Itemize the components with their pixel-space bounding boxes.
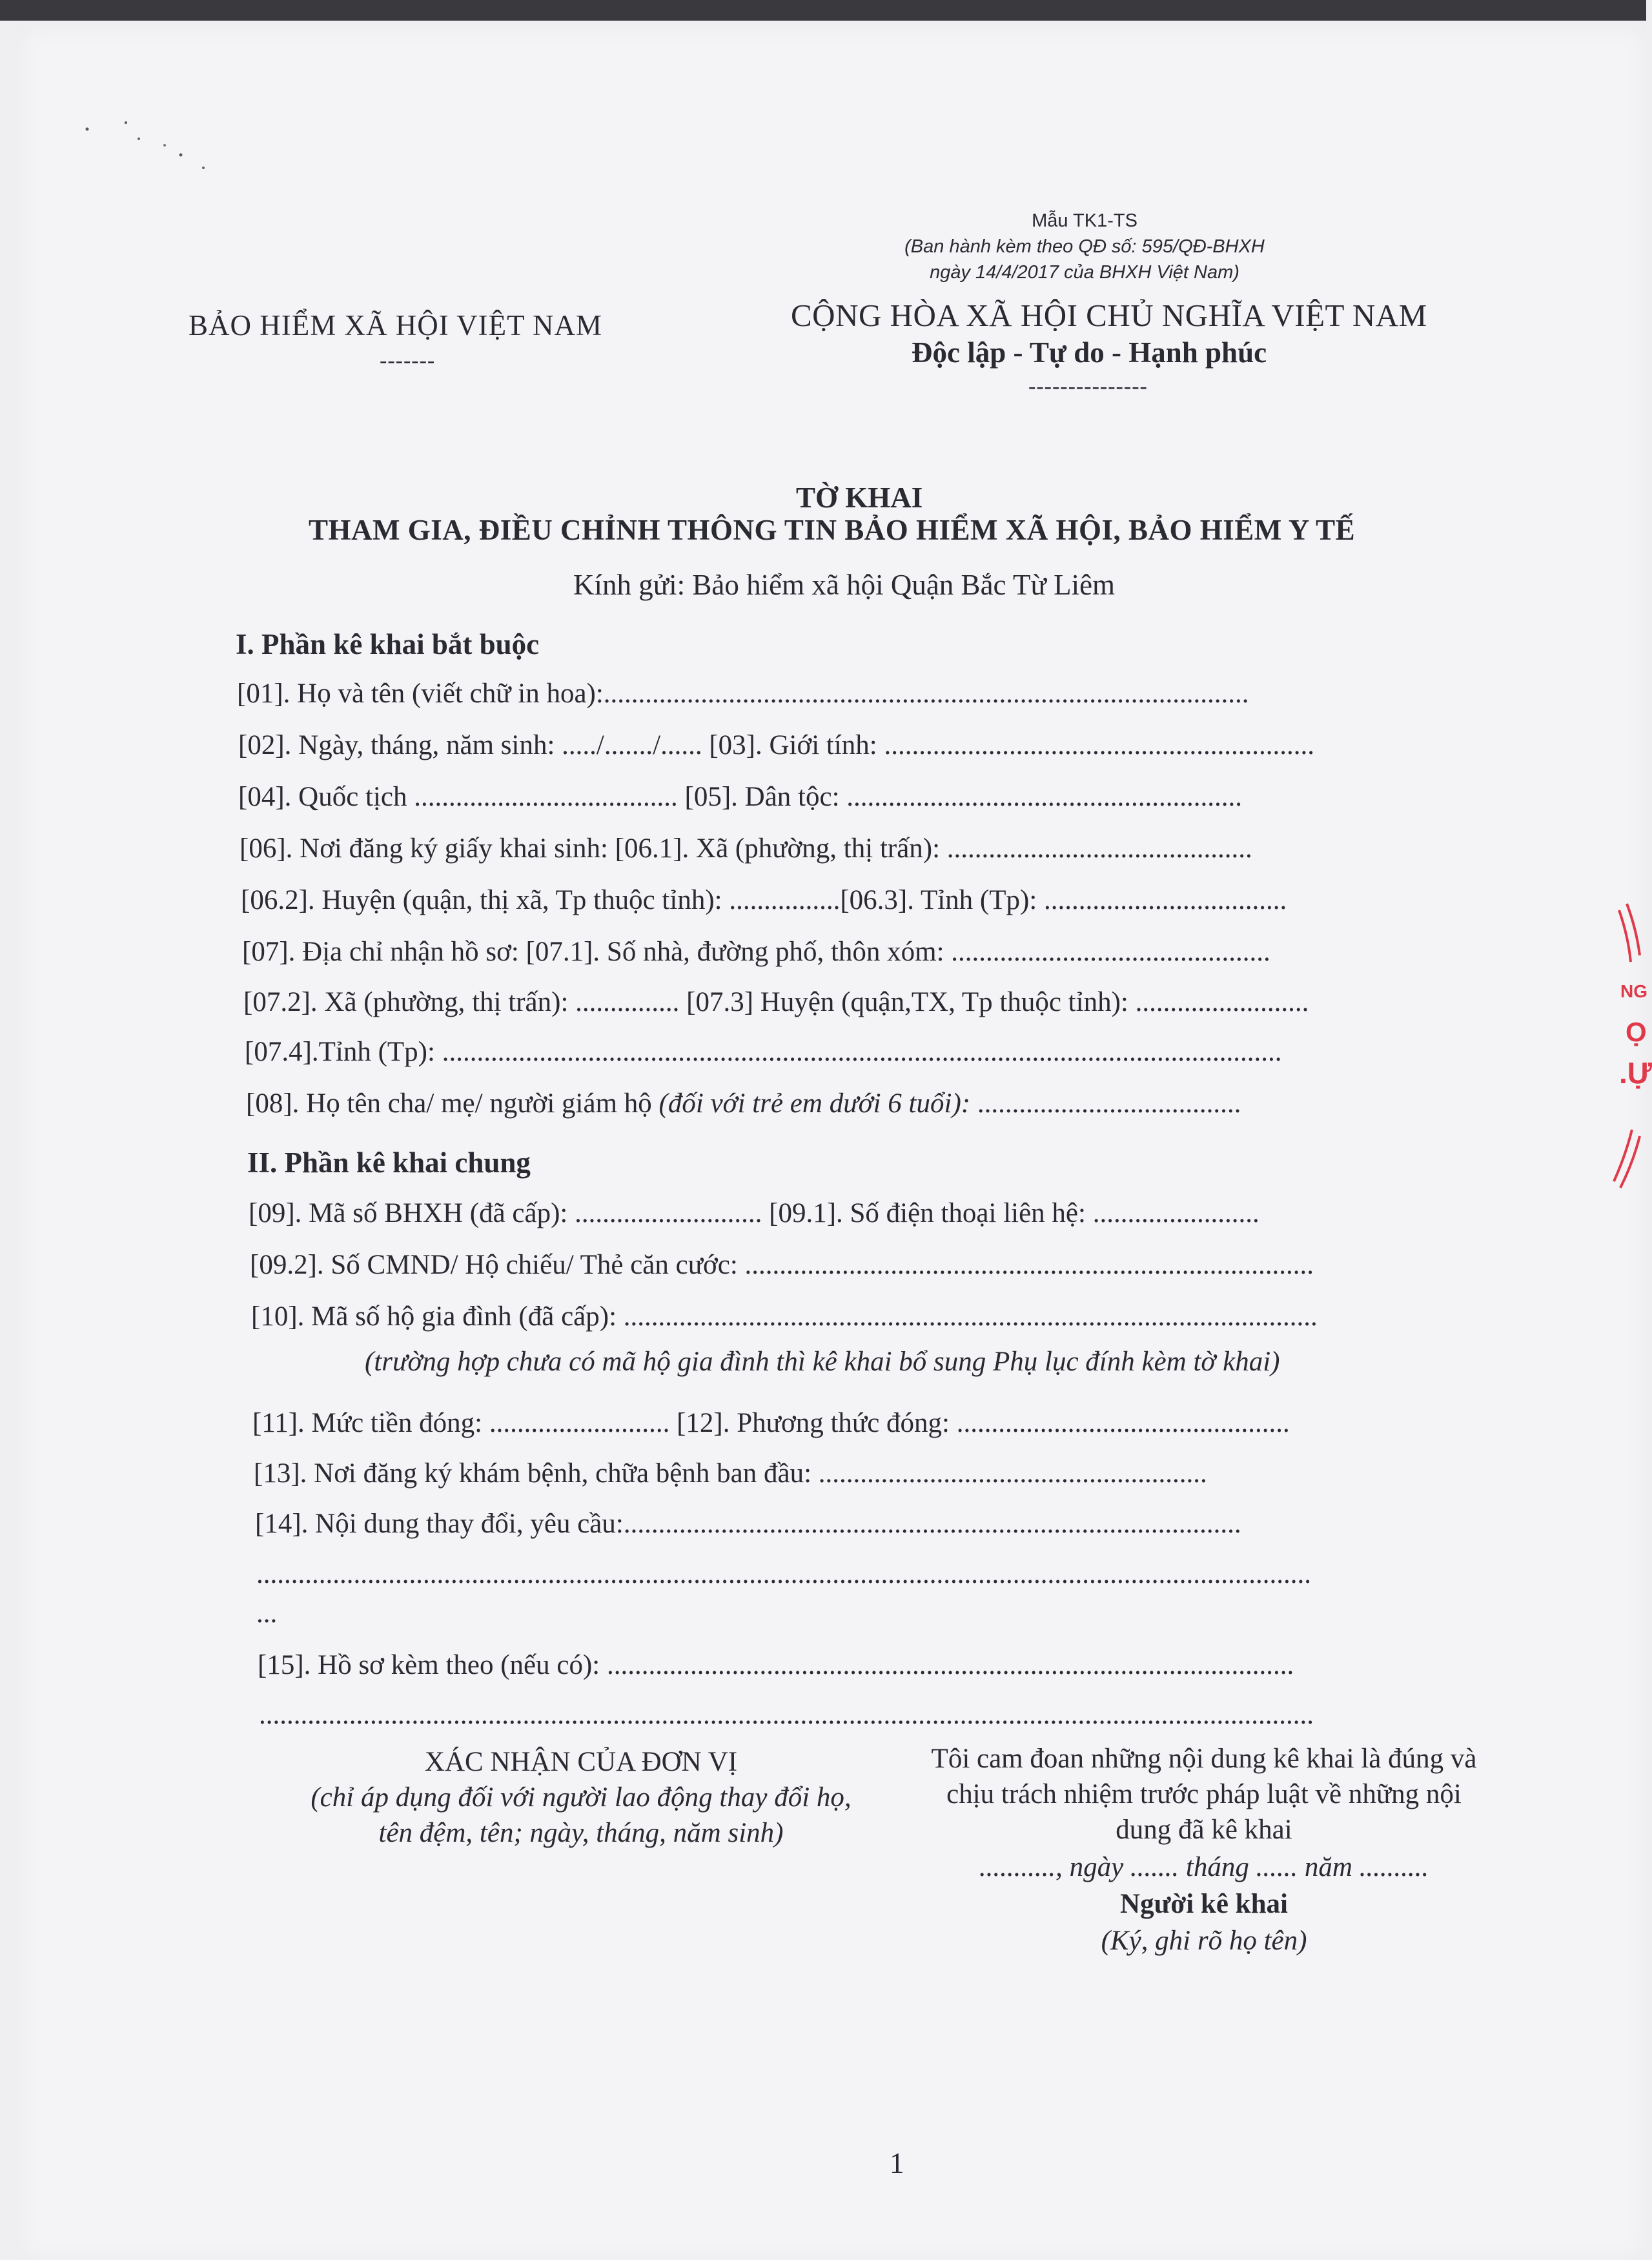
signer-note: (Ký, ghi rõ họ tên) bbox=[1101, 1926, 1307, 1956]
household-code-note: (trường hợp chưa có mã hộ gia đình thì kê khai bổ sung Phụ lục đính kèm tờ khai) bbox=[365, 1347, 1280, 1377]
stamp-text-2: Ọ bbox=[1626, 1017, 1647, 1047]
red-stamp-fragment bbox=[1588, 891, 1652, 1201]
field-13-clinic: [13]. Nơi đăng ký khám bệnh, chữa bệnh ban đầu: ........................................................ bbox=[254, 1458, 1207, 1489]
section2-heading: II. Phần kê khai chung bbox=[247, 1146, 531, 1179]
field-15-attachments: [15]. Hồ sơ kèm theo (nếu có): ................................................................................................... bbox=[258, 1650, 1294, 1680]
field-08-dots: ...................................... bbox=[970, 1088, 1241, 1119]
field-07-4-province: [07.4].Tỉnh (Tp): ......................................................................................................................... bbox=[245, 1037, 1282, 1067]
unit-confirmation-title: XÁC NHẬN CỦA ĐƠN VỊ bbox=[424, 1747, 738, 1777]
field-04-nationality-ethnicity: [04]. Quốc tịch ...................................... [05]. Dân tộc: ......................................................... bbox=[238, 782, 1243, 812]
field-14-changes: [14]. Nội dung thay đổi, yêu cầu:......................................................................................... bbox=[255, 1509, 1241, 1539]
form-title: TỜ KHAI bbox=[796, 482, 923, 514]
form-subtitle: THAM GIA, ĐIỀU CHỈNH THÔNG TIN BẢO HIỂM XÃ HỘI, BẢO HIỂM Y TẾ bbox=[309, 514, 1356, 546]
field-07-2-ward-district: [07.2]. Xã (phường, thị trấn): ............... [07.3] Huyện (quận,TX, Tp thuộc tỉnh): ......................... bbox=[243, 987, 1309, 1017]
field-08-guardian bbox=[246, 1088, 1241, 1119]
scan-top-edge bbox=[0, 0, 1646, 21]
field-08-note: (đối với trẻ em dưới 6 tuổi): bbox=[658, 1088, 971, 1119]
field-10-household-code: [10]. Mã số hộ gia đình (đã cấp): .................................................................................................... bbox=[251, 1301, 1318, 1332]
page-number: 1 bbox=[890, 2147, 904, 2179]
form-issued-line1: (Ban hành kèm theo QĐ số: 595/QĐ-BHXH bbox=[904, 236, 1265, 257]
section1-heading: I. Phần kê khai bắt buộc bbox=[236, 628, 540, 660]
field-02-birth-date-gender: [02]. Ngày, tháng, năm sinh: ...../......./...... [03]. Giới tính: .............................................................. bbox=[238, 730, 1314, 760]
field-07-address: [07]. Địa chỉ nhận hồ sơ: [07.1]. Số nhà, đường phố, thôn xóm: .............................................. bbox=[242, 937, 1270, 967]
form-issued-line2: ngày 14/4/2017 của BHXH Việt Nam) bbox=[930, 262, 1239, 283]
form-code: Mẫu TK1-TS bbox=[1032, 210, 1137, 231]
stamp-text-1: NG bbox=[1620, 981, 1647, 1001]
unit-confirmation-note2: tên đệm, tên; ngày, tháng, năm sinh) bbox=[378, 1818, 784, 1848]
field-08-label: [08]. Họ tên cha/ mẹ/ người giám hộ bbox=[246, 1088, 659, 1119]
nation-motto: Độc lập - Tự do - Hạnh phúc bbox=[912, 336, 1267, 369]
unit-confirmation-note1: (chỉ áp dụng đối với người lao động thay đổi họ, bbox=[311, 1782, 851, 1813]
field-11-12-payment: [11]. Mức tiền đóng: .......................... [12]. Phương thức đóng: ................................................ bbox=[252, 1408, 1290, 1438]
agency-name: BẢO HIỂM XÃ HỘI VIỆT NAM bbox=[189, 309, 603, 341]
field-14-continuation: ........................................................................................................................................................ bbox=[256, 1559, 1311, 1589]
recipient-line: Kính gửi: Bảo hiểm xã hội Quận Bắc Từ Liêm bbox=[573, 569, 1116, 601]
field-06-birth-registration: [06]. Nơi đăng ký giấy khai sinh: [06.1]. Xã (phường, thị trấn): ............................................ bbox=[240, 833, 1252, 864]
declaration-text3: dung đã kê khai bbox=[1116, 1815, 1292, 1845]
declaration-text1: Tôi cam đoan những nội dung kê khai là đúng và bbox=[931, 1744, 1477, 1774]
scan-specks bbox=[74, 110, 203, 187]
agency-rule: ------- bbox=[380, 349, 436, 372]
field-09-social-insurance-no: [09]. Mã số BHXH (đã cấp): ........................... [09.1]. Số điện thoại liên hệ: ........................ bbox=[249, 1198, 1259, 1228]
field-15-continuation: ........................................................................................................................................................ bbox=[259, 1700, 1314, 1730]
form-code-block bbox=[859, 208, 1310, 285]
declaration-text2: chịu trách nhiệm trước pháp luật về những nội bbox=[946, 1779, 1462, 1809]
nation-name: CỘNG HÒA XÃ HỘI CHỦ NGHĨA VIỆT NAM bbox=[791, 298, 1427, 333]
field-14-ellipsis: ... bbox=[256, 1598, 278, 1629]
signer-title: Người kê khai bbox=[1120, 1889, 1288, 1919]
motto-rule: --------------- bbox=[1028, 374, 1148, 398]
stamp-text-3: .Ự bbox=[1619, 1056, 1652, 1090]
field-01-full-name: [01]. Họ và tên (viết chữ in hoa):............................................................................................. bbox=[237, 678, 1249, 709]
declaration-date: ..........., ngày ....... tháng ...... năm .......... bbox=[979, 1852, 1429, 1882]
field-09-2-id-number: [09.2]. Số CMND/ Hộ chiếu/ Thẻ căn cước: .................................................................................. bbox=[250, 1250, 1314, 1280]
field-06-2-district-province: [06.2]. Huyện (quận, thị xã, Tp thuộc tỉnh): ................[06.3]. Tỉnh (Tp): ................................... bbox=[241, 885, 1287, 915]
